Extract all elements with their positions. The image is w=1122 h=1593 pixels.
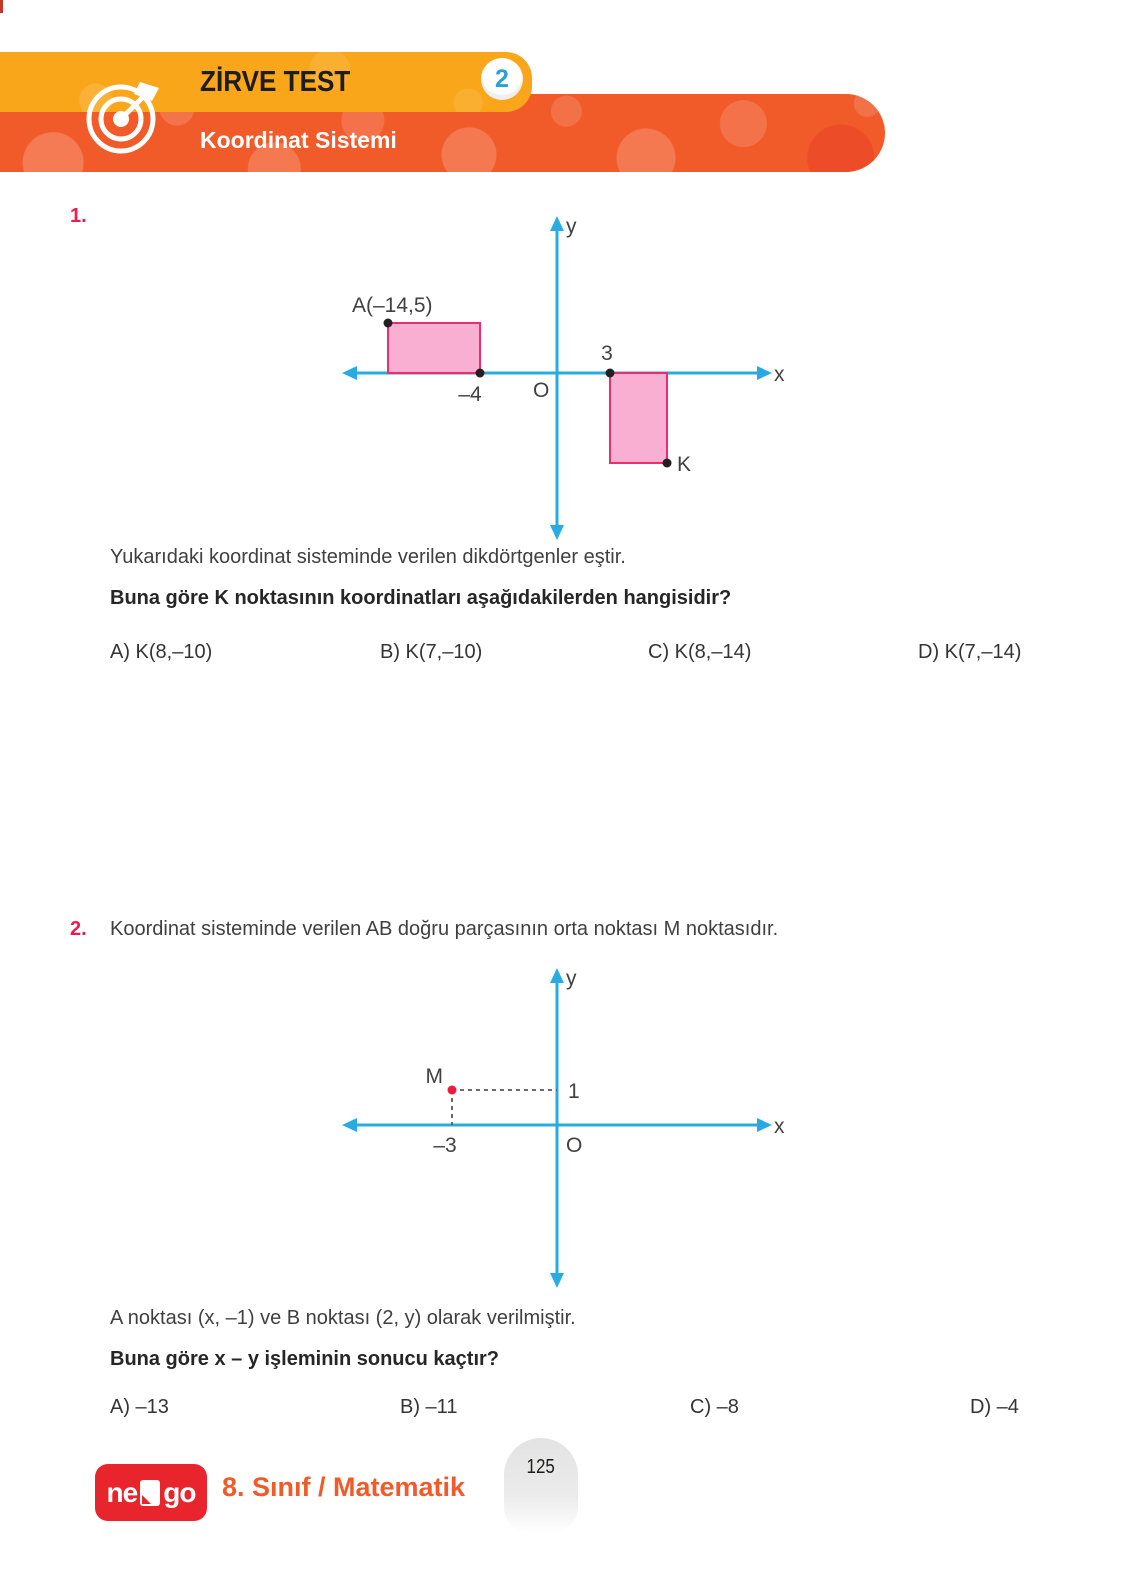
test-number-badge xyxy=(481,58,523,100)
point-a-label: A(–14,5) xyxy=(352,294,433,317)
y-axis-label: y xyxy=(566,215,577,238)
footer-course-label: 8. Sınıf / Matematik xyxy=(222,1472,466,1502)
point-3-dot xyxy=(606,369,615,378)
logo-text-right: go xyxy=(163,1476,196,1508)
page-number-tab xyxy=(504,1438,578,1533)
logo-book-icon xyxy=(140,1480,160,1506)
q2-question: Buna göre x – y işleminin sonucu kaçtır? xyxy=(110,1348,499,1370)
question-1-diagram xyxy=(330,210,790,540)
test-number: 2 xyxy=(495,64,509,93)
question-2-number: 2. xyxy=(70,918,87,940)
x-axis-left-arrow xyxy=(342,366,357,380)
target-dart-icon xyxy=(83,79,161,157)
rectangle-quadrant-4 xyxy=(610,373,667,463)
point-m-dot xyxy=(448,1086,457,1095)
scan-artifact xyxy=(0,0,3,13)
tick-1-label: 1 xyxy=(568,1080,580,1103)
origin-label: O xyxy=(533,379,550,402)
publisher-logo xyxy=(95,1464,207,1521)
x-axis-label: x xyxy=(774,1115,785,1138)
x-axis-label: x xyxy=(774,363,785,386)
q1-option-d: D) K(7,–14) xyxy=(918,641,1022,663)
q1-option-a: A) K(8,–10) xyxy=(110,641,213,663)
question-1-number: 1. xyxy=(70,205,87,227)
point-k-label: K xyxy=(677,453,692,476)
tick-minus3-label: –3 xyxy=(433,1134,457,1157)
q1-question: Buna göre K noktasının koordinatları aşağıdakilerden hangisidir? xyxy=(110,587,732,609)
y-axis-bottom-arrow xyxy=(550,1273,564,1288)
tick-minus4-label: –4 xyxy=(458,383,482,406)
q2-option-a: A) –13 xyxy=(110,1396,169,1418)
point-m-label: M xyxy=(425,1065,443,1088)
q2-statement: Koordinat sisteminde verilen AB doğru parçasının orta noktası M noktasıdır. xyxy=(110,918,779,940)
question-2-diagram xyxy=(330,960,790,1290)
q1-option-c: C) K(8,–14) xyxy=(648,641,752,663)
logo-text-left: ne xyxy=(106,1476,138,1508)
point-minus4-dot xyxy=(476,369,485,378)
q1-option-b: B) K(7,–10) xyxy=(380,641,483,663)
rectangle-quadrant-2 xyxy=(388,323,480,373)
q2-option-d: D) –4 xyxy=(970,1396,1019,1418)
q1-statement: Yukarıdaki koordinat sisteminde verilen dikdörtgenler eştir. xyxy=(110,546,626,568)
y-axis-top-arrow xyxy=(550,968,564,983)
test-title: ZİRVE TEST xyxy=(200,66,351,98)
y-axis-top-arrow xyxy=(550,216,564,231)
test-subtitle: Koordinat Sistemi xyxy=(200,127,397,153)
q2-option-c: C) –8 xyxy=(690,1396,739,1418)
q2-option-b: B) –11 xyxy=(400,1396,458,1418)
x-axis-right-arrow xyxy=(757,1118,772,1132)
q2-given: A noktası (x, –1) ve B noktası (2, y) olarak verilmiştir. xyxy=(110,1307,576,1329)
x-axis-right-arrow xyxy=(757,366,772,380)
y-axis-label: y xyxy=(566,967,577,990)
point-k-dot xyxy=(663,459,672,468)
page-number: 125 xyxy=(526,1456,556,1478)
point-a-dot xyxy=(384,319,393,328)
x-axis-left-arrow xyxy=(342,1118,357,1132)
y-axis-bottom-arrow xyxy=(550,525,564,540)
tick-3-label: 3 xyxy=(601,342,613,365)
origin-label: O xyxy=(566,1134,583,1157)
